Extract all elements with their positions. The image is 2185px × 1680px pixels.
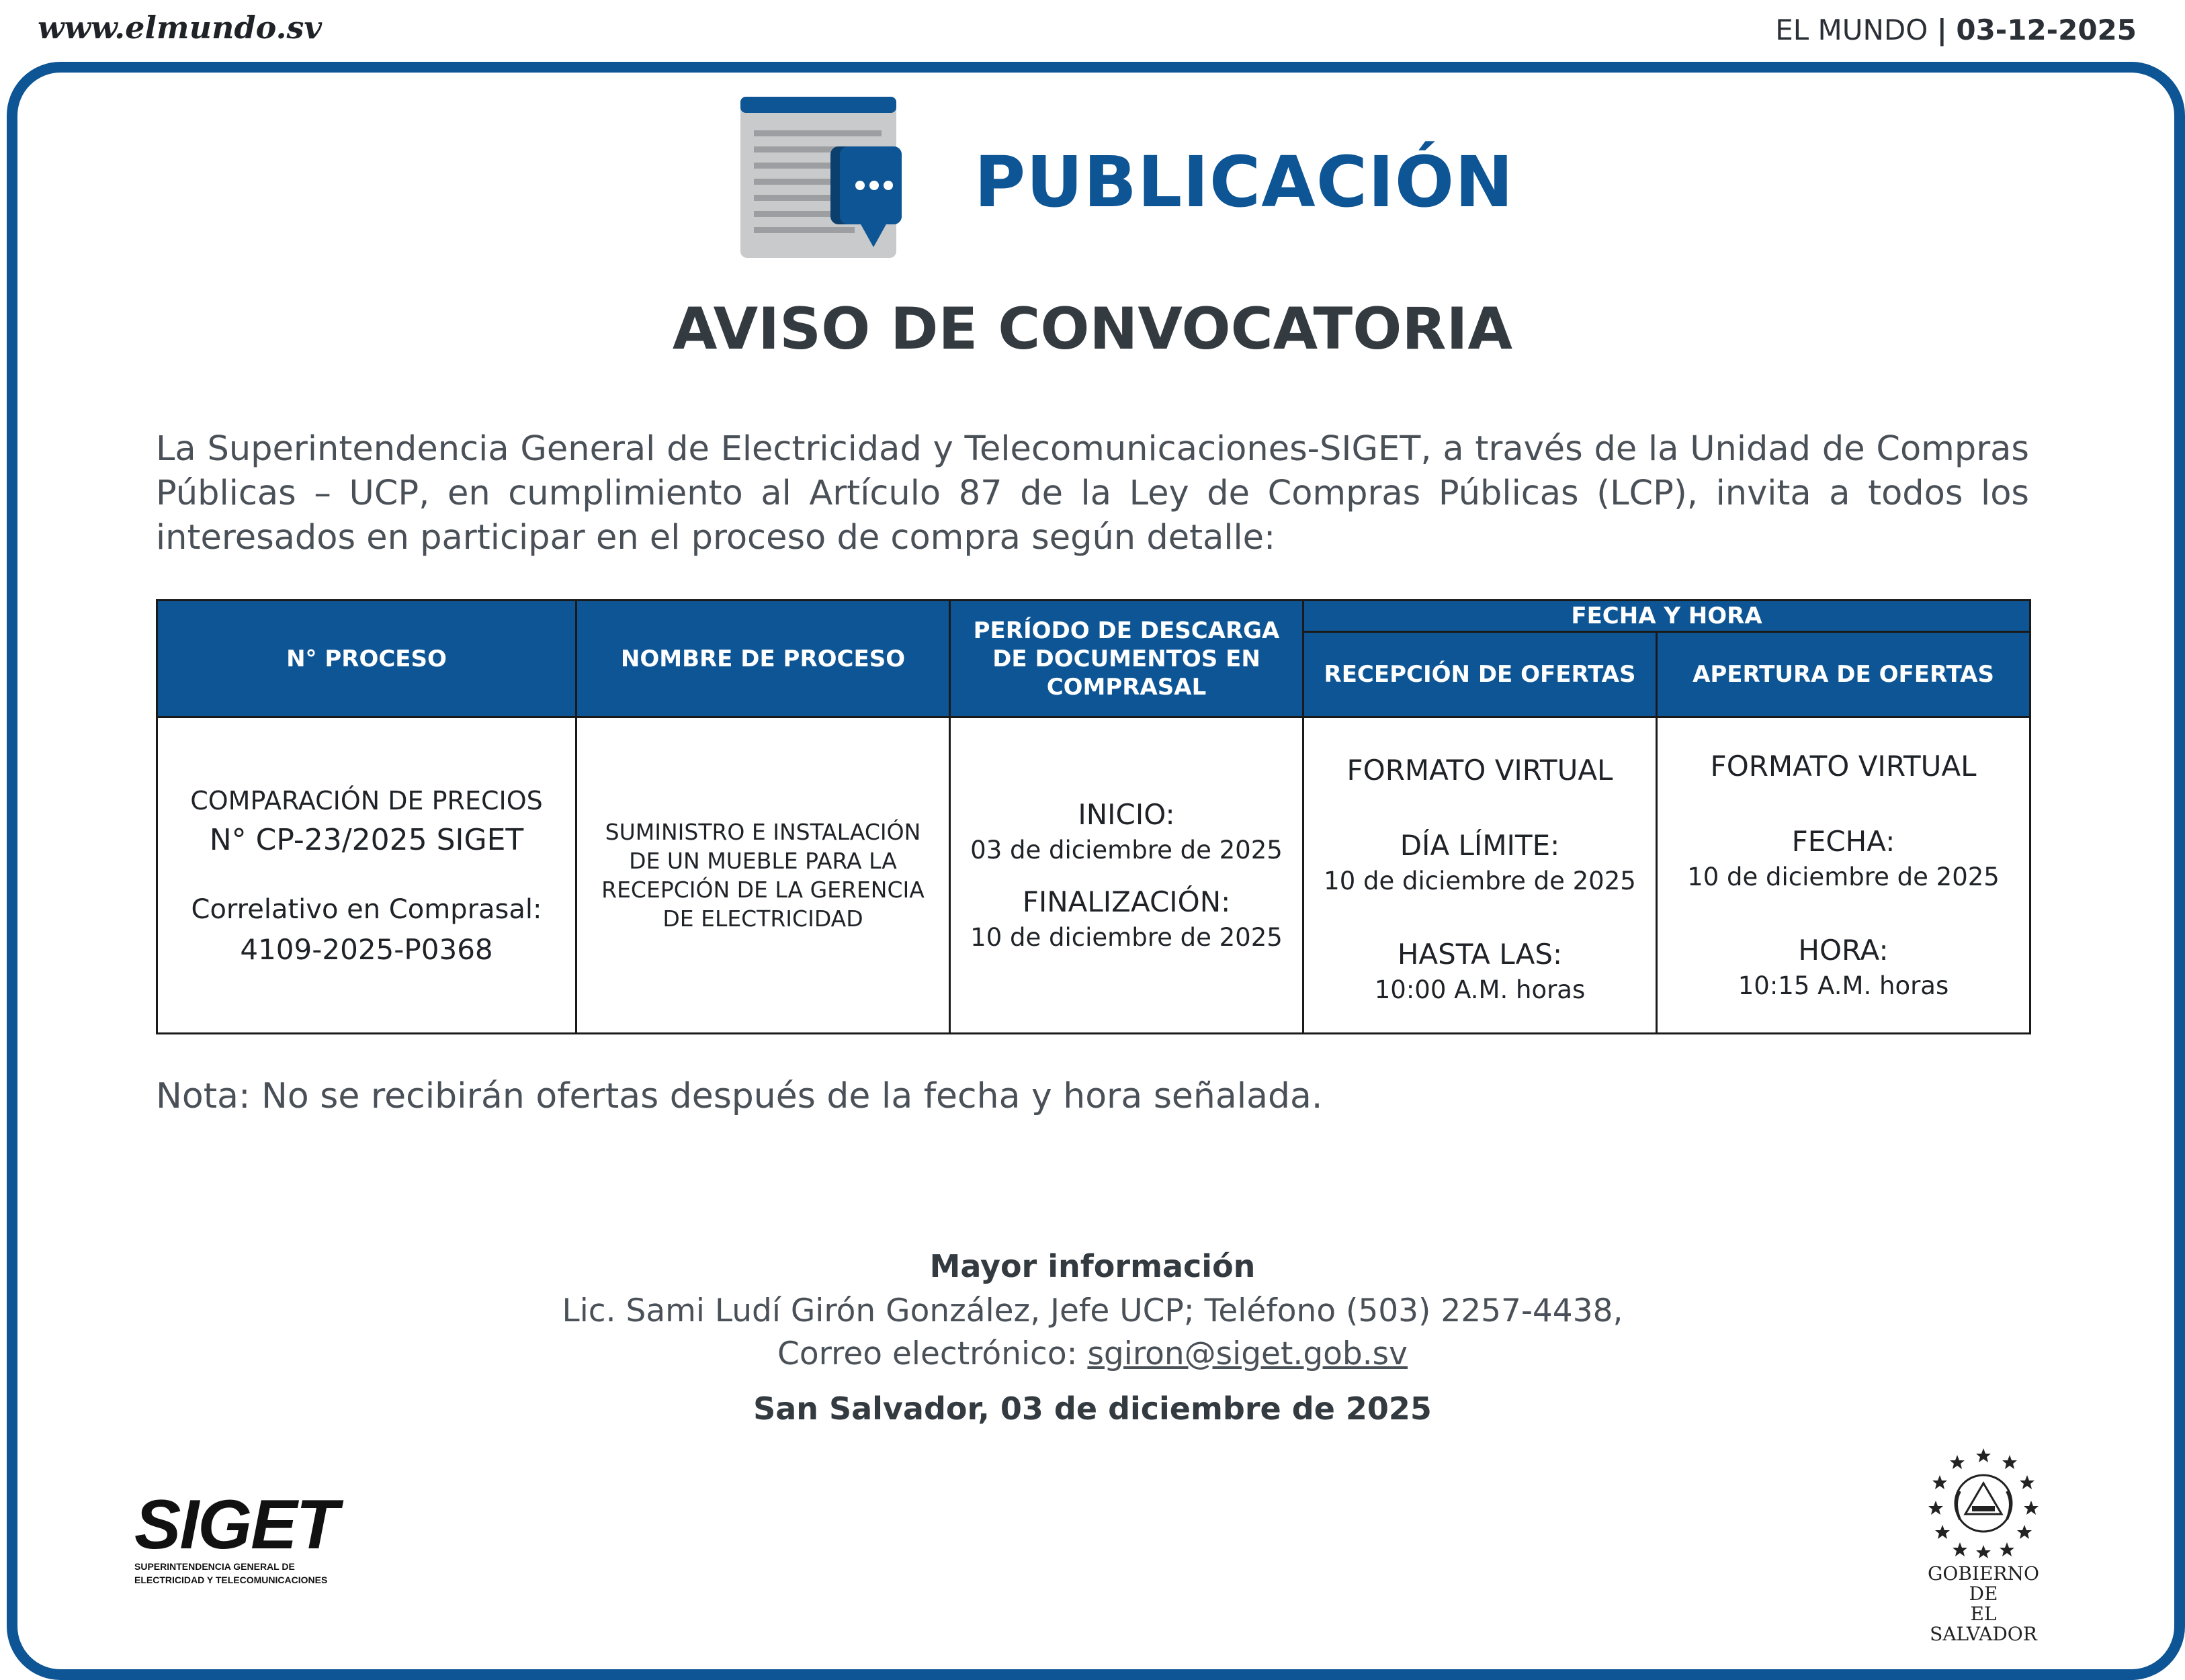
- header-recepcion: RECEPCIÓN DE OFERTAS: [1303, 632, 1657, 717]
- page-title: AVISO DE CONVOCATORIA: [672, 296, 1513, 363]
- correlativo-label: Correlativo en Comprasal:: [191, 894, 542, 925]
- cell-recepcion: [1303, 717, 1657, 1034]
- gov-line-2: EL SALVADOR: [1930, 1603, 2037, 1645]
- siget-wordmark: SIGET: [134, 1486, 338, 1564]
- header-nombre: NOMBRE DE PROCESO: [576, 601, 950, 717]
- cell-proceso: [157, 717, 576, 1034]
- email-link[interactable]: sgiron@siget.gob.sv: [1087, 1335, 1408, 1372]
- info-title: Mayor información: [929, 1248, 1256, 1284]
- publication-banner-title: PUBLICACIÓN: [974, 141, 1514, 223]
- cell-nombre: [576, 717, 950, 1034]
- nombre-line: DE UN MUEBLE PARA LA: [629, 848, 897, 874]
- proceso-tipo: COMPARACIÓN DE PRECIOS: [190, 786, 543, 815]
- header-periodo: PERÍODO DE DESCARGA DE DOCUMENTOS EN COMPRASAL: [950, 601, 1303, 717]
- recepcion-hora: 10:00 A.M. horas: [1374, 975, 1586, 1004]
- siget-logo: [134, 1486, 383, 1585]
- recepcion-formato: FORMATO VIRTUAL: [1346, 754, 1613, 787]
- fin-date: 10 de diciembre de 2025: [970, 923, 1283, 952]
- email-label: Correo electrónico:: [777, 1335, 1078, 1372]
- table-row: [157, 717, 2030, 1034]
- document-chat-icon: [740, 97, 902, 259]
- hora-label: HORA:: [1798, 934, 1889, 967]
- siget-subtitle-2: ELECTRICIDAD Y TELECOMUNICACIONES: [134, 1575, 328, 1585]
- publication-date: 03-12-2025: [1956, 13, 2137, 46]
- nombre-line: SUMINISTRO E INSTALACIÓN: [605, 819, 921, 845]
- proceso-numero: N° CP-23/2025 SIGET: [209, 823, 524, 857]
- email-line: [0, 1335, 2185, 1372]
- nombre-line: DE ELECTRICIDAD: [662, 905, 863, 932]
- fin-label: FINALIZACIÓN:: [1022, 885, 1231, 918]
- header-proceso: N° PROCESO: [157, 601, 576, 717]
- apertura-fecha: 10 de diciembre de 2025: [1687, 863, 2000, 891]
- limite-date: 10 de diciembre de 2025: [1324, 867, 1636, 895]
- place-date: San Salvador, 03 de diciembre de 2025: [753, 1390, 1432, 1427]
- limite-label: DÍA LÍMITE:: [1400, 829, 1560, 862]
- correlativo-value: 4109-2025-P0368: [240, 933, 493, 966]
- fecha-label: FECHA:: [1791, 825, 1895, 858]
- process-table: [156, 599, 2031, 1034]
- contact-line: Lic. Sami Ludí Girón González, Jefe UCP; Teléfono (503) 2257-4438,: [562, 1292, 1623, 1329]
- inicio-label: INICIO:: [1078, 798, 1175, 831]
- intro-paragraph: La Superintendencia General de Electricidad y Telecomunicaciones-SIGET, a través de la Unidad de Compras Públicas – UCP, en cumplimiento al Artículo 87 de la Ley de Compras Públicas (LCP), invita a todos los interesados en participar en el proceso de compra según detalle:: [156, 429, 2029, 558]
- apertura-formato: FORMATO VIRTUAL: [1710, 750, 1977, 783]
- site-url[interactable]: www.elmundo.sv: [38, 9, 323, 46]
- national-seal-icon: [1926, 1444, 2041, 1558]
- apertura-hora: 10:15 A.M. horas: [1738, 971, 1949, 1000]
- hasta-label: HASTA LAS:: [1397, 938, 1563, 971]
- siget-subtitle-1: SUPERINTENDENCIA GENERAL DE: [134, 1561, 295, 1572]
- inicio-date: 03 de diciembre de 2025: [970, 836, 1283, 865]
- nombre-line: RECEPCIÓN DE LA GERENCIA: [601, 877, 925, 903]
- masthead: [1775, 13, 2137, 46]
- cell-periodo: [950, 717, 1303, 1034]
- cell-apertura: [1657, 717, 2030, 1034]
- newspaper-name: EL MUNDO: [1775, 13, 1928, 46]
- gobierno-el-salvador-logo: [1916, 1444, 2051, 1645]
- table-header-row: [157, 601, 2030, 632]
- header-apertura: APERTURA DE OFERTAS: [1657, 632, 2030, 717]
- note-text: Nota: No se recibirán ofertas después de la fecha y hora señalada.: [156, 1076, 1323, 1116]
- gov-line-1: GOBIERNO DE: [1928, 1562, 2039, 1605]
- masthead-separator: |: [1936, 13, 1947, 46]
- header-fecha-hora: FECHA Y HORA: [1303, 601, 2030, 632]
